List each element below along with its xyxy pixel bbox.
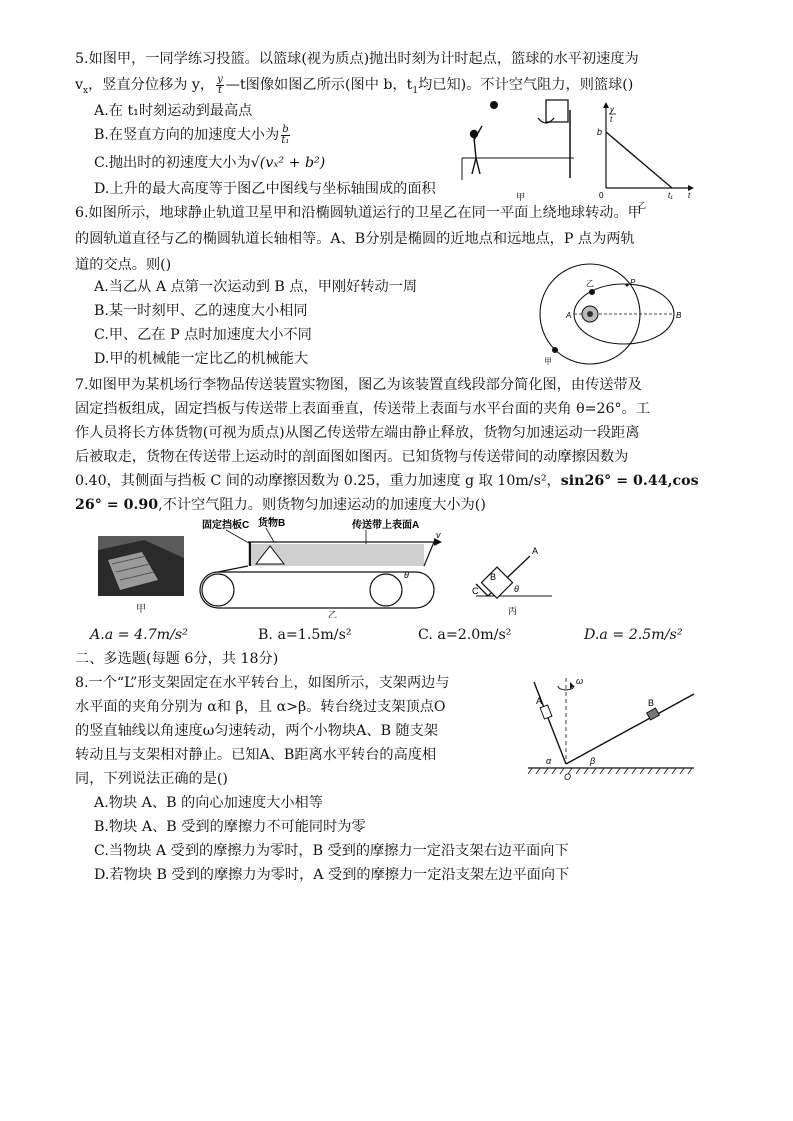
q7-fig-baffle-label: 固定挡板C: [202, 520, 250, 531]
q7-stem-line5: 0.40，其侧面与挡板 C 间的动摩擦因数为 0.25，重力加速度 g 取 10m/s²，sin26° = 0.44,cos: [75, 473, 699, 489]
q7-option-a: A.a = 4.7m/s²: [90, 627, 188, 643]
q5-option-b: B.在竖直方向的加速度大小为 $\frac{b}{\text{t₁}}$: [94, 123, 290, 146]
q6-stem-line2: 的圆轨道直径与乙的椭圆轨道长轴相等。A、B分别是椭圆的近地点和远地点，P 点为两轨: [75, 231, 635, 247]
q7-fig-cargo-label: 货物B: [258, 518, 286, 529]
q8-fig-a-label: A: [536, 696, 543, 706]
q8-option-d: D.若物块 B 受到的摩擦力为零时，A 受到的摩擦力一定沿支架左边平面向下: [94, 867, 570, 883]
bracket-left-side: [534, 682, 566, 764]
q7-stem-line1: 7.如图甲为某机场行李物品传送装置实物图，图乙为该装置直线段部分简化图，由传送带及: [75, 377, 642, 393]
q8-fig-beta-label: β: [590, 756, 596, 766]
q8-option-c: C.当物块 A 受到的摩擦力为零时，B 受到的摩擦力一定沿支架右边平面向下: [94, 843, 569, 859]
q7-fig-yi-label: 乙: [328, 610, 338, 618]
q8-fig-alpha-label: α: [546, 756, 552, 766]
graph-y-label-num: y: [610, 105, 614, 114]
q8-option-a: A.物块 A、B 的向心加速度大小相等: [94, 795, 323, 811]
q5-fig-yi-label: 乙: [638, 201, 646, 210]
section-title-multiple-choice: 二、多选题(每题 6分，共 18分): [75, 651, 279, 667]
q6-fig-a-label: A: [566, 311, 572, 320]
q7-conveyor-figure: [196, 516, 456, 618]
q8-bracket-figure: [524, 672, 698, 782]
q8-stem-line2: 水平面的夹角分别为 α和 β，且 α>β。转台绕过支架顶点O: [75, 699, 446, 715]
q5-stem-line1: 5.如图甲，一同学练习投篮。以篮球(视为质点)抛出时刻为计时起点，篮球的水平初速度为: [75, 51, 639, 67]
q7-bing-b-label: B: [490, 572, 497, 582]
block-a: [540, 705, 552, 719]
q6-option-b: B.某一时刻甲、乙的速度大小相同: [94, 303, 308, 319]
q6-fig-p-label: P: [630, 278, 636, 287]
q7-option-d: D.a = 2.5m/s²: [584, 627, 683, 643]
q5-figure-jia: [458, 96, 586, 208]
q7-stem-line4: 后被取走，货物在传送带上运动时的剖面图如图丙。已知货物与传送带间的动摩擦因数为: [75, 449, 629, 465]
q6-orbit-figure: [538, 258, 698, 370]
backboard: [546, 100, 568, 122]
player-figure: [471, 126, 483, 174]
graph-b-label: b: [597, 127, 603, 137]
q7-option-c: C. a=2.0m/s²: [418, 627, 512, 643]
bracket-right-side: [566, 694, 694, 764]
q5-option-d: D.上升的最大高度等于图乙中图线与坐标轴围成的面积: [94, 181, 436, 197]
satellite-jia-icon: [552, 347, 558, 353]
q7-stem-line6: 26° = 0.90,不计空气阻力。则货物匀加速运动的加速度大小为(): [75, 497, 486, 513]
q8-stem-line4: 转动且与支架相对静止。已知A、B距离水平转台的高度相: [75, 747, 437, 763]
q8-option-b: B.物块 A、B 受到的摩擦力不可能同时为零: [94, 819, 366, 835]
q6-stem-line3: 道的交点。则(): [75, 257, 172, 273]
roller-left: [202, 574, 234, 606]
graph-line: [606, 132, 672, 188]
q7-fig-jia-label: 甲: [136, 604, 146, 615]
graph-origin-label: 0: [599, 191, 604, 200]
q6-option-d: D.甲的机械能一定比乙的机械能大: [94, 351, 309, 367]
q6-option-a: A.当乙从 A 点第一次运动到 B 点，甲刚好转动一周: [94, 279, 418, 295]
q5-option-c: C.抛出时的初速度大小为√(vₓ² + b²): [94, 155, 326, 171]
q7-option-b: B. a=1.5m/s²: [258, 627, 352, 643]
basketball-icon: [490, 101, 498, 109]
graph-t-label: t: [688, 191, 691, 200]
q5-option-a: A.在 t₁时刻运动到最高点: [94, 103, 253, 119]
q7-stem-line3: 作人员将长方体货物(可视为质点)从图乙传送带左端由静止释放，货物匀加速运动一段距离: [75, 425, 640, 441]
q8-fig-o-label: O: [564, 772, 572, 782]
q7-bing-theta-label: θ: [514, 584, 519, 594]
q8-stem-line3: 的竖直轴线以角速度ω匀速转动，两个小物块A、B 随支架: [75, 723, 439, 739]
q6-fig-yi-label: 乙: [586, 279, 594, 288]
q5-stem-line2: $v_x$，竖直分位移为 y， $\frac{y}{t}$ —t图像如图乙所示(图中 b，$t_1$均已知)。不计空气阻力，则篮球(): [75, 73, 634, 96]
q7-fig-bing-label: 丙: [508, 606, 518, 616]
satellite-yi-icon: [589, 289, 595, 295]
q7-cross-section-figure: [470, 542, 560, 620]
q7-photo-jia: [98, 536, 184, 596]
q7-bing-c-label: C: [472, 586, 479, 596]
q6-fig-b-label: B: [676, 311, 682, 320]
q6-option-c: C.甲、乙在 P 点时加速度大小不同: [94, 327, 312, 343]
q7-bing-a-label: A: [532, 546, 539, 556]
q8-stem-line5: 同，下列说法正确的是(): [75, 771, 228, 787]
q8-stem-line1: 8.一个“L”形支架固定在水平转台上，如图所示，支架两边与: [75, 675, 450, 691]
q7-fig-v-label: v: [436, 530, 441, 540]
graph-y-label-den: t: [610, 115, 613, 124]
q7-fig-theta-label: θ: [404, 570, 409, 580]
q7-stem-line2: 固定挡板组成，固定挡板与传送带上表面垂直，传送带上表面与水平台面的夹角 θ=26°。工: [75, 401, 651, 417]
q8-fig-b-label: B: [648, 698, 655, 708]
q6-fig-jia-label: 甲: [544, 357, 552, 366]
q6-stem-line1: 6.如图所示，地球静止轨道卫星甲和沿椭圆轨道运行的卫星乙在同一平面上绕地球转动。甲: [75, 205, 642, 221]
roller-right: [370, 574, 402, 606]
q7-fig-belt-label: 传送带上表面A: [352, 520, 420, 531]
q8-fig-omega-label: ω: [576, 676, 584, 686]
point-p: [626, 284, 629, 287]
graph-t1-label: t₁: [668, 191, 673, 200]
q5-fig-jia-label: 甲: [516, 192, 526, 202]
q5-figure-yi: [594, 100, 704, 210]
